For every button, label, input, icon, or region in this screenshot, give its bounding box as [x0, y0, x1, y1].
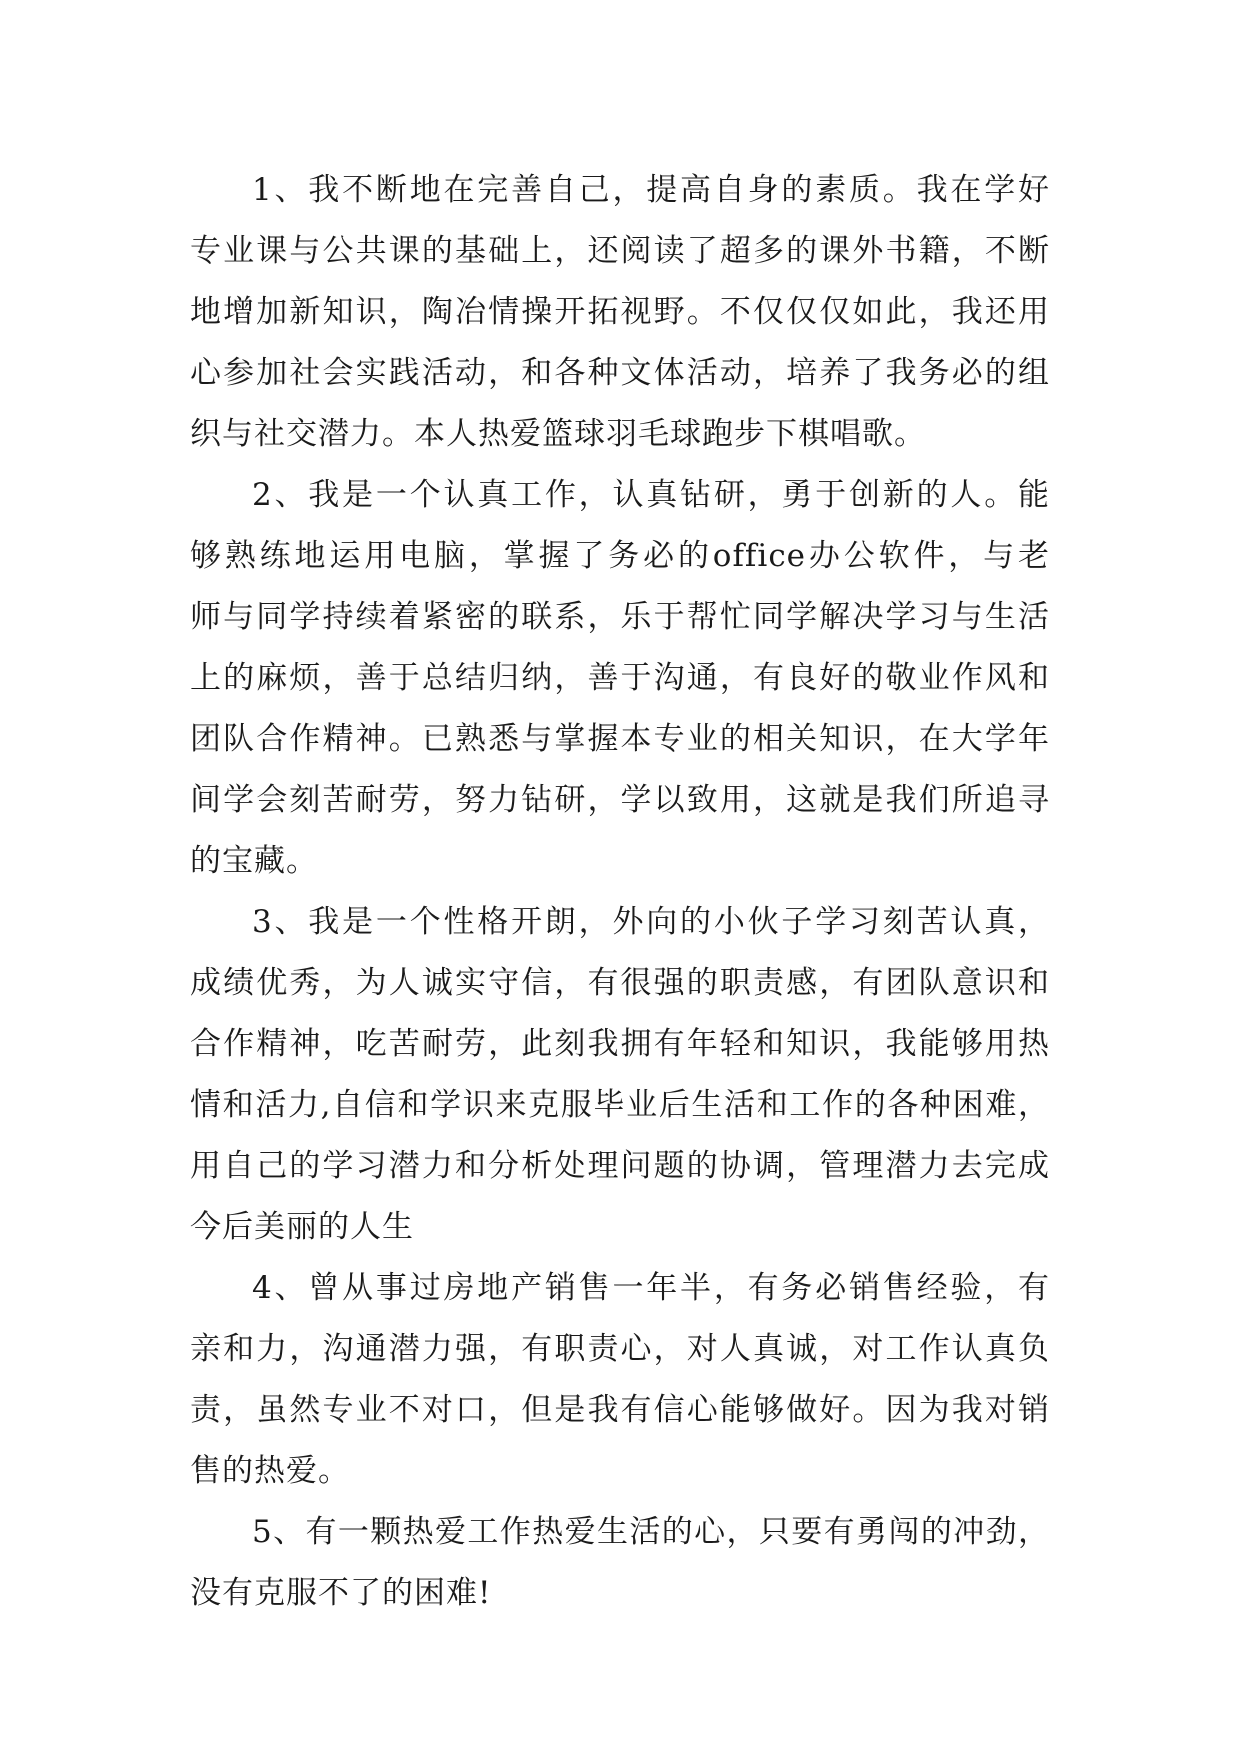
text-line: 的宝藏。	[190, 843, 318, 879]
text-line: 用自己的学习潜力和分析处理问题的协调，管理潜力去完成	[190, 1148, 1050, 1184]
text-line: 专业课与公共课的基础上，还阅读了超多的课外书籍，不断	[190, 233, 1050, 269]
text-line: 情和活力,自信和学识来克服毕业后生活和工作的各种困难，	[190, 1087, 1050, 1123]
text-line: 没有克服不了的困难!	[190, 1575, 492, 1611]
paragraph-4	[190, 1258, 1050, 1502]
text-line: 成绩优秀，为人诚实守信，有很强的职责感，有团队意识和	[190, 965, 1050, 1001]
paragraph-1	[190, 160, 1050, 465]
text-line: 2、我是一个认真工作，认真钻研，勇于创新的人。能	[252, 477, 1050, 513]
text-line: 够熟练地运用电脑，掌握了务必的office办公软件，与老	[190, 538, 1050, 574]
text-line: 今后美丽的人生	[190, 1209, 414, 1245]
text-line: 1、我不断地在完善自己，提高自身的素质。我在学好	[252, 172, 1050, 208]
document-body	[190, 160, 1050, 1624]
paragraph-2	[190, 465, 1050, 892]
text-line: 团队合作精神。已熟悉与掌握本专业的相关知识，在大学年	[190, 721, 1050, 757]
text-line: 责，虽然专业不对口，但是我有信心能够做好。因为我对销	[190, 1392, 1050, 1428]
text-line: 心参加社会实践活动，和各种文体活动，培养了我务必的组	[190, 355, 1050, 391]
text-line: 间学会刻苦耐劳，努力钻研，学以致用，这就是我们所追寻	[190, 782, 1050, 818]
text-line: 5、有一颗热爱工作热爱生活的心，只要有勇闯的冲劲，	[252, 1514, 1050, 1550]
text-line: 上的麻烦，善于总结归纳，善于沟通，有良好的敬业作风和	[190, 660, 1050, 696]
paragraph-5	[190, 1502, 1050, 1624]
text-line: 亲和力，沟通潜力强，有职责心，对人真诚，对工作认真负	[190, 1331, 1050, 1367]
text-line: 师与同学持续着紧密的联系，乐于帮忙同学解决学习与生活	[190, 599, 1050, 635]
text-line: 织与社交潜力。本人热爱篮球羽毛球跑步下棋唱歌。	[190, 416, 926, 452]
text-line: 售的热爱。	[190, 1453, 350, 1489]
paragraph-3	[190, 892, 1050, 1258]
text-line: 地增加新知识，陶冶情操开拓视野。不仅仅仅如此，我还用	[190, 294, 1050, 330]
text-line: 合作精神，吃苦耐劳，此刻我拥有年轻和知识，我能够用热	[190, 1026, 1050, 1062]
text-line: 3、我是一个性格开朗，外向的小伙子学习刻苦认真，	[252, 904, 1050, 940]
text-line: 4、曾从事过房地产销售一年半，有务必销售经验，有	[252, 1270, 1050, 1306]
